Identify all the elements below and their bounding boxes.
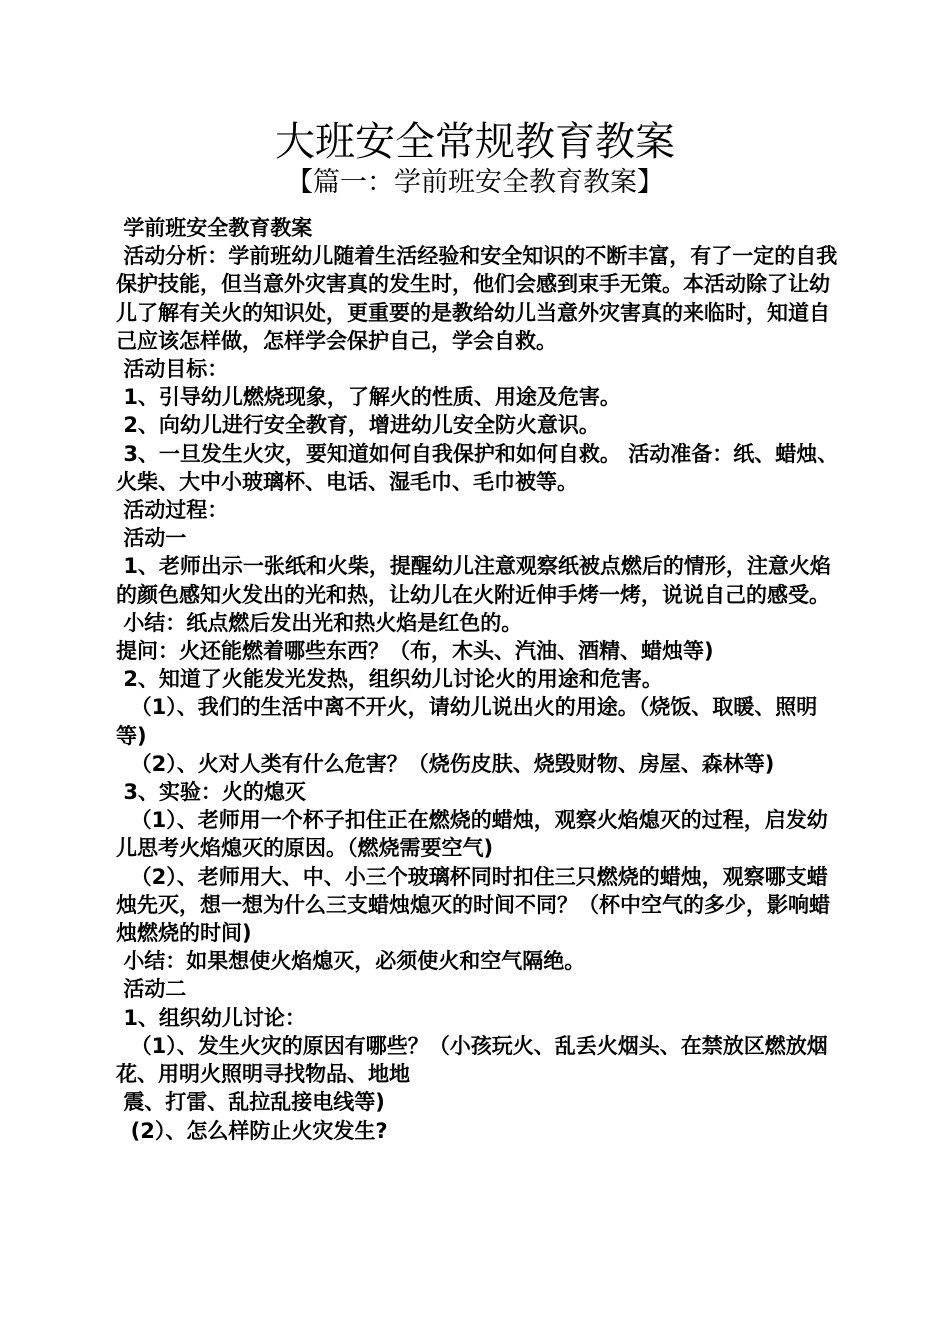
body-paragraph: 1、引导幼儿燃烧现象，了解火的性质、用途及危害。 <box>116 385 621 410</box>
body-paragraph: （1）、老师用一个杯子扣住正在燃烧的蜡烛，观察火焰熄灭的过程，启发幼儿思考火焰熄灭的原因。（燃烧需要空气) <box>116 808 828 861</box>
body-paragraph: 1、老师出示一张纸和火柴，提醒幼儿注意观察纸被点燃后的情形，注意火焰的颜色感知火发出的光和热，让幼儿在火附近伸手烤一烤，说说自己的感受。 <box>116 554 831 607</box>
body-paragraph: 活动二 <box>116 977 187 1002</box>
body-paragraph: 1、组织幼儿讨论： <box>116 1005 306 1030</box>
body-paragraph: 活动分析：学前班幼儿随着生活经验和安全知识的不断丰富，有了一定的自我保护技能，但当意外灾害真的发生时，他们会感到束手无策。本活动除了让幼儿了解有关火的知识处，更重要的是教给幼儿当意外灾害真的来临时，知道自己应该怎样做，怎样学会保护自己，学会自救。 <box>116 244 838 353</box>
body-paragraph: 2、向幼儿进行安全教育，增进幼儿安全防火意识。 <box>116 413 600 438</box>
body-paragraph: 活动一 <box>116 526 187 551</box>
body-paragraph: (2）、怎么样防止火灾发生? <box>116 1118 388 1143</box>
body-paragraph: 3、实验：火的熄灭 <box>116 780 306 805</box>
document-title: 大班安全常规教育教案 <box>275 119 675 165</box>
body-paragraph: 提问：火还能燃着哪些东西？（布，木头、汽油、酒精、蜡烛等) <box>116 639 714 664</box>
document-subtitle: 【篇一：学前班安全教育教案】 <box>286 167 664 198</box>
body-paragraph: 活动过程： <box>116 498 229 523</box>
body-paragraph: 学前班安全教育教案 <box>116 216 313 240</box>
body-paragraph: （1）、发生火灾的原因有哪些？（小孩玩火、乱丢火烟头、在禁放区燃放烟花、用明火照明寻找物品、地地 <box>116 1033 828 1087</box>
body-paragraph: 活动目标： <box>116 357 229 382</box>
document-body <box>116 214 840 1145</box>
body-paragraph: （1）、我们的生活中离不开火，请幼儿说出火的用途。（烧饭、取暖、照明等) <box>116 695 818 748</box>
body-paragraph: 小结：如果想使火焰熄灭，必须使火和空气隔绝。 <box>116 949 586 974</box>
body-paragraph: （2）、火对人类有什么危害？（烧伤皮肤、烧毁财物、房屋、森林等) <box>116 751 775 776</box>
body-paragraph: 震、打雷、乱拉乱接电线等) <box>116 1090 385 1115</box>
body-paragraph: 小结：纸点燃后发出光和热火焰是红色的。 <box>116 610 523 635</box>
body-paragraph: 3、一旦发生火灾，要知道如何自我保护和如何自救。 活动准备：纸、蜡烛、火柴、大中小玻璃杯、电话、湿毛巾、毛巾被等。 <box>116 441 839 494</box>
body-paragraph: 2、知道了火能发光发热，组织幼儿讨论火的用途和危害。 <box>116 667 663 692</box>
body-paragraph: （2）、老师用大、中、小三个玻璃杯同时扣住三只燃烧的蜡烛，观察哪支蜡烛先灭，想一想为什么三支蜡烛熄灭的时间不同？（杯中空气的多少，影响蜡烛燃烧的时间) <box>116 864 830 946</box>
